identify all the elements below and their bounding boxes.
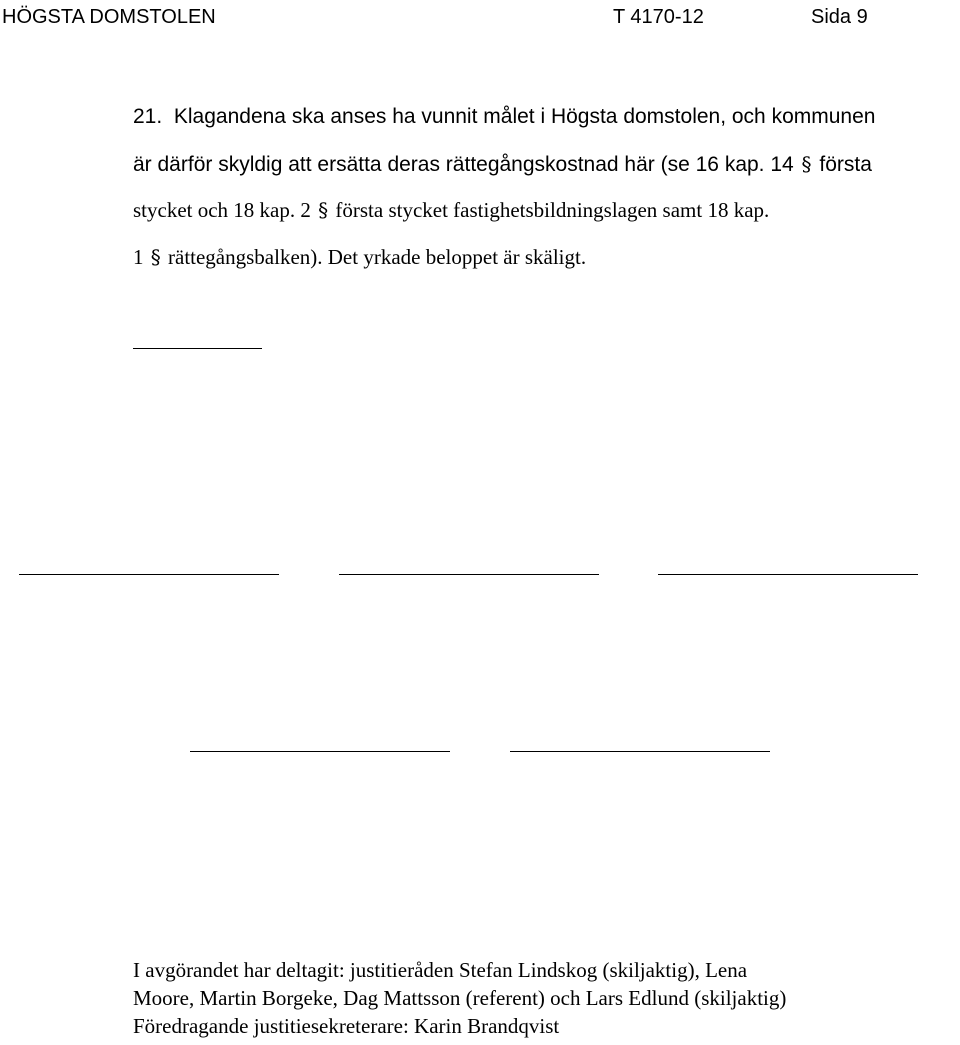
- participants-line-2: Moore, Martin Borgeke, Dag Mattsson (referent) och Lars Edlund (skiljaktig): [133, 986, 787, 1010]
- paragraph-line-1-text: Klagandena ska anses ha vunnit målet i Högsta domstolen, och kommunen: [173, 105, 876, 128]
- paragraph-line-2-end: första: [819, 152, 872, 176]
- section-symbol: §: [318, 198, 329, 222]
- paragraph-line-3: [133, 187, 933, 234]
- page-header: [0, 4, 960, 30]
- section-symbol: §: [801, 151, 812, 176]
- signature-line: [339, 574, 599, 575]
- paragraph-line-2-text: är därför skyldig att ersätta deras rättegångskostnad här (se 16 kap. 14: [133, 152, 794, 176]
- paragraph-line-4-end: rättegångsbalken). Det yrkade beloppet är skäligt.: [168, 244, 587, 269]
- signature-line: [658, 574, 918, 575]
- section-symbol: §: [150, 244, 161, 269]
- participants-line-1: I avgörandet har deltagit: justitieråden Stefan Lindskog (skiljaktig), Lena: [133, 958, 748, 982]
- page-number: Sida 9: [811, 6, 868, 28]
- signature-line: [19, 574, 279, 575]
- paragraph-line-4: [133, 234, 933, 281]
- separator-rule: [133, 348, 262, 349]
- paragraph-21: [133, 94, 933, 280]
- paragraph-line-3-start: stycket och 18 kap. 2: [133, 198, 311, 222]
- participants-note: [133, 956, 953, 1040]
- paragraph-number: 21.: [133, 105, 163, 128]
- signature-line: [190, 751, 450, 752]
- paragraph-line-2: [133, 141, 933, 188]
- court-name: HÖGSTA DOMSTOLEN: [2, 6, 216, 28]
- case-number: T 4170-12: [613, 6, 704, 28]
- paragraph-line-4-start: 1: [133, 244, 144, 269]
- paragraph-line-3-end: första stycket fastighetsbildningslagen samt 18 kap.: [335, 198, 770, 222]
- rapporteur-line: Föredragande justitiesekreterare: Karin Brandqvist: [133, 1014, 560, 1038]
- paragraph-line-1: [133, 94, 933, 141]
- signature-line: [510, 751, 770, 752]
